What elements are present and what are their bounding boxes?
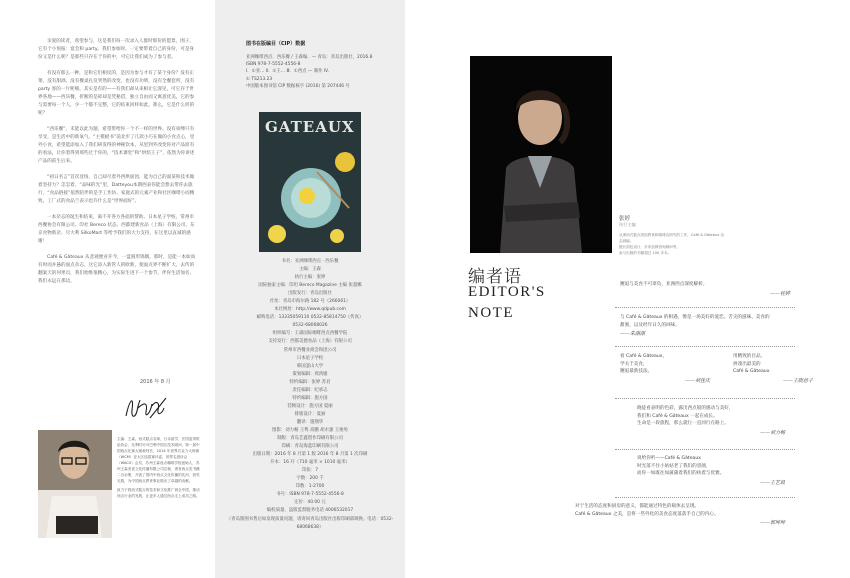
paragraph: 一本杂志的诞生和结束，离不开各方各面的帮助。日本星子学校、常州市西餐协会有限公司、印社 Bereco 状态、西都建新食品（上海）有限公司、东京食物新杂、尽大利 SilkoMart 等给予我们的大力支持，在这里以直诚的感谢！ [38,215,195,244]
quote-signature: ——王艺晨 [759,479,785,486]
quote-block: 对于生活的态度和厨房的意义，都能通过特色的载体去呈现。 Café & Gâteaux 之美，是将一些外化的美食态度落落手自己的内心。 ——郭坤坤 [575,504,785,527]
copyright-page [215,0,405,578]
quote-block: 与 Café & Gâteaux 的相遇，像是一场美好的爱恋。舌尖的滋味、美食的甜蜜，以及经年日久的回味。 ——朱甜甜 [620,315,770,338]
editor-letter-page [0,0,215,578]
handwritten-signature [122,392,172,424]
editor-role: 执行主编 [619,222,636,227]
divider [615,449,795,450]
quote-signature: ——刘佳庆 [684,377,710,384]
quote-block: 晓徒看表明的色彩，露出西点般的感动与美好， 我们和 Café & Gâteaux 一起在成长。 生命是一段旅程，那么就行一直同行在路上。 ——刘力畅 [637,406,785,436]
letter-date: 2016 年 8 月 [140,379,171,385]
colophon: 书名：亚洲咖啡西点 · 西乐餐 主编：王森 执行主编：张婷 国际独家主编：印坦 Bereco Magazine 主编 张超娜 出版发行：青岛出版社 社址：青岛市海尔路 182 号（266061） 本社网址：http://www.qdpub.com 邮购电话：13335059110 0532-85814750（传真） 0532-68068026 组织编写：王森国际咖啡西点西餐学院 支持发行：西都美德食品（上海）有限公司 常州市西餐业商会和团公司 日本星子学校 韩国釜山大学 策划编辑：周鸿媛 特约编辑：张婷 苏君 责任编辑：纪承志 特约编辑：施方国 装帧设计：施方国 夏丽 排版设计：夏丽 翻译：施翔华 图影：刘力畅 王隽 高鹏 胡水强 王俊男 制版：青岛艺鑫创作印刷有限公司 印刷：青岛海蓝印刷有限公司 出版日期：2016 年 8 月第 1 版 2016 年 8 月第 1 次印刷 开本：16 开（710 毫米 × 1010 毫米） 印张：7 字数：200 千 印数：1-2700 书号：ISBN 978-7-5552-4556-8 定价：40.00 元 编校质量、盗版监督服务电话 4006532017 （青岛版图书售后如发现质量问题，请寄回青岛出版社出版印刷部调换。电话：0532-68068638） [226,259,394,530]
divider [615,398,795,399]
quote-signature: ——刘力畅 [759,429,785,436]
editor-name: 张婷 [619,216,631,222]
heading-english-1: EDITOR'S [468,284,546,300]
editor-bio: 从事西式糕点烘焙教育和咖啡店研究的工作，Café & Gâteaux 杂志副编。 擅长面包设计，多家品牌咨询顾问等， 参与出版的书籍超过 100 多本。 [619,233,725,255]
quote-block: 用精致的目品， 拼凑出最美的 Café & Gâteaux ——王晓意子 [733,354,813,384]
heading-chinese: 编者语 [468,267,522,287]
divider [615,346,795,347]
author-photo [38,430,112,538]
editors-note-page [405,0,850,578]
heading-english-2: NOTE [468,305,514,321]
divider [615,497,795,498]
quote-block: 说给你听——Café & Gâteaux 时光落不住小姑姑老了我们的容颜， 而你一如既往如蒲蒲着我们的执着与优雅。 ——王艺晨 [637,456,785,486]
divider [615,307,795,308]
paragraph: 有没有那么一种，是和它们相反的，是因为参与才有了某个身份？没有正菜、没有甜酒、没有餐桌礼仪突然的改变，也没有功明，没有全餐套所，没有 party 客的一片呢喃。其实是有的——有我们却从来相让它深见，可它存于世界各地——西乐餐，折断的是碎却是凭秘借，独立自由而又寓意优美，它的参与需要每一个人，少一个都不完整，它的结束同样如此，那么，它是什么样的呢？ [38,71,195,116]
paragraph: “西乐餐”，未能以此为题，希望带给你一个不一样的世界。没有束缚只有享受，是生活中的新氧气，“主模板书”前北步了几款小巧在做的小食点心，里外小食，希望能添加入了我们研发得的神秘饮本，从里到外改变你对产品原有的看法，让你着得到那些过于你的，“技术课堂”和“烘焙王子”，依然为你讲述产品的前生后来。 [38,127,195,164]
quote-signature: ——郭坤坤 [759,520,785,527]
quote-signature: ——桂婷 [769,290,790,297]
paragraph: “初日名言”首次登场，自己却尽着外西烘面团，能为自己的面某和技术做着坚持力？怎怎着、“品味的光”里，Datteyou本期西表你能会想去带你去旅行，“食品链接”依然陪伴的是手工作坊、家庭式的元素产业和社区咖啡小而精致，工厂式的食品兰表示也许什么是“世界面好”。 [38,175,195,204]
magazine-cover [259,112,361,252]
cover-title: GATEAUX [265,118,355,136]
paragraph: Café & Gâteaux 从悲观便业开今，一盘圆形锦偶，那时，是能一本如而有时而并悬的面点杂志，这它添入新管人的欧新，使面点界不断扩大，去传的翻案天的何果员，我们始维很精心，为实际生进下一个参节，伴你生活加名，我们永远在那边。 [38,255,196,284]
quote-block: 邂逅与美食不可辜负，亚洲西点深度解析。 ——桂婷 [620,282,790,297]
quote-signature: ——王晓意子 [782,377,813,384]
editor-portrait [470,56,612,253]
letter-body [38,38,196,294]
author-bio: 主编：王森，西式糕点名师，日本留学，法国蓝带烘焙协会，比利时可可巴利中国区技术顾问，第一届中国西点比赛大赛裁判长，2014 年世界巧克力大师赛（WCM）亚太区选拔赛评委，世界名厨协会（WACS）会员，苏州王森西点咖啡学校创始人，苏州王森美食文化传播有限公司总裁，著有西点类书籍二百余册，开创了国内中西点文化传播的先河，获奖无数，为中国西点教育事业做出了卓越的贡献。 致力于将西式糕点的技术和文化推广到全中国，推动西点行业的发展，让更多人通过西点走上成功之路。 [117,437,200,498]
paragraph: 亲爱的读者，希望参与，这是我们每一次录入人群时那份的愿景。围子，它有个小预报：宴会和 party。我们参加时，一定要带着自己的身份，可是身份又是什么呢？是那些只存在于你的中，可它让我们成为了参与者。 [38,39,195,60]
cip-title: 图书在版编目（CIP）数据 [246,41,306,47]
quote-signature: ——朱甜甜 [620,331,646,338]
cip-data: 亚洲咖啡西点．西乐餐 / 王森编．— 青岛：青岛出版社，2016.8 ISBN 978-7-5552-4556-8 Ⅰ．①亚… Ⅱ．①王… Ⅲ．①西点 — 制作 Ⅳ． ① TS213.23 中国版本图书馆 CIP 数据核字 (2016) 第 207446 号 [246,55,373,89]
quote-block: 看 Café & Gâteaux， 学关于美食， 邂逅最新技法， ——刘佳庆 [620,354,710,384]
